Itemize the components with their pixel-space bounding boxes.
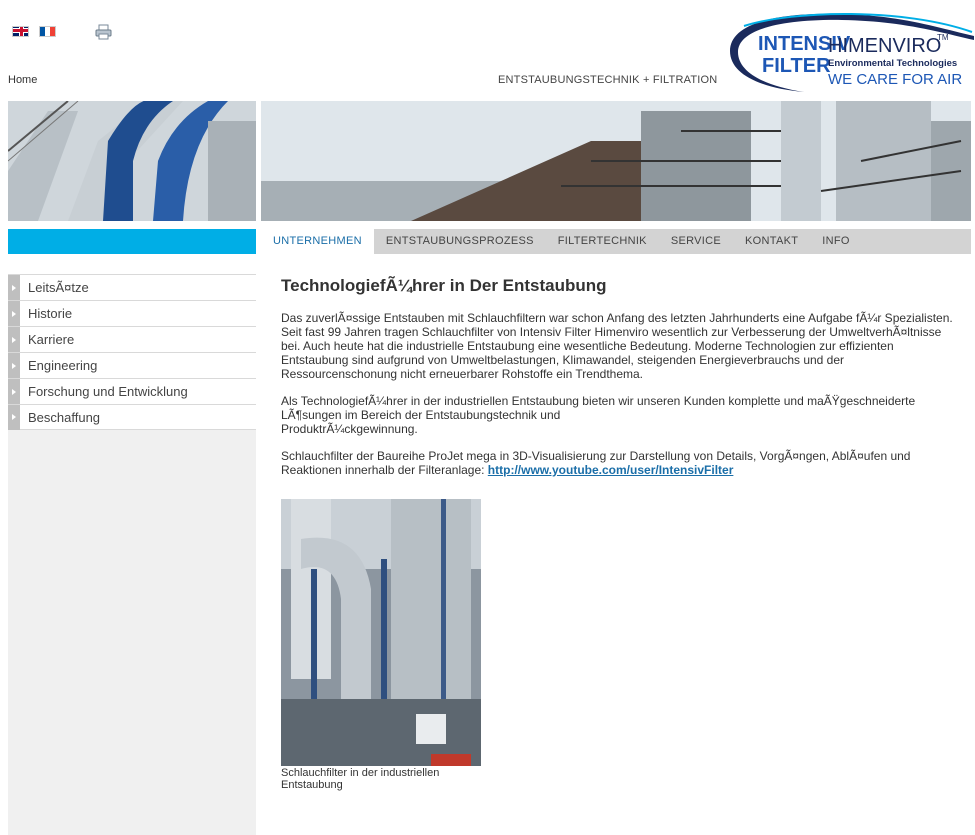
sidebar-item-label: LeitsÃ¤tze	[28, 280, 89, 295]
banner-image-left	[8, 101, 256, 221]
chevron-right-icon	[8, 379, 20, 404]
sidebar-item-label: Forschung und Entwicklung	[28, 384, 188, 399]
tagline: ENTSTAUBUNGSTECHNIK + FILTRATION	[498, 74, 718, 86]
sidebar-item-beschaffung[interactable]	[8, 404, 256, 430]
photo-caption: Schlauchfilter in der industriellen Entstaubung	[281, 767, 440, 791]
flag-fr-icon[interactable]	[39, 26, 56, 37]
himenviro-logo[interactable]	[724, 6, 974, 96]
industrial-plant-image	[261, 101, 971, 221]
chevron-right-icon	[8, 275, 20, 300]
main-content	[281, 276, 961, 490]
sidebar-header-bar	[8, 229, 256, 254]
tab-kontakt[interactable]: KONTAKT	[745, 235, 799, 247]
chevron-right-icon	[8, 405, 20, 430]
sidebar-item-label: Historie	[28, 306, 73, 321]
sidebar-item-historie[interactable]	[8, 300, 256, 326]
svg-text:WE CARE FOR AIR: WE CARE FOR AIR	[828, 71, 963, 88]
sidebar-item-engineering[interactable]	[8, 352, 256, 378]
main-nav	[261, 229, 971, 254]
intro-paragraph: Das zuverlÃ¤ssige Entstauben mit Schlauchfiltern war schon Anfang des letzten Jahrhunderts eine Aufgabe fÃ¼r Spezialisten. Seit fast 99 Jahren tragen Schlauchfilter von Intensiv Filter Himenviro wesentlich zur Verbesserung der UmweltverhÃ¤ltnisse bei. Auch heute hat die industrielle Entstaubung eine wesentliche Bedeutung. Moderne Technologien zur effizienten Entstaubung sind aufgrund von Umweltbelastungen, Klimawandel, steigenden Energieverbrauchs und der Ressourcenschonung nicht erneuerbarer Rohstoffe ein Trendthema.	[281, 311, 953, 381]
banner-image-right	[261, 101, 971, 221]
chevron-right-icon	[8, 327, 20, 352]
sidebar	[8, 274, 256, 835]
printer-icon[interactable]	[95, 24, 112, 40]
solutions-paragraph	[281, 394, 961, 436]
video-paragraph	[281, 449, 961, 477]
svg-text:HIMENVIRO: HIMENVIRO	[828, 35, 942, 57]
video-text: Schlauchfilter der Baureihe ProJet mega in 3D-Visualisierung zur Darstellung von Details, VorgÃ¤ngen, AblÃ¤ufen und Reaktionen innerhalb der Filteranlage:	[281, 449, 911, 477]
tab-info[interactable]: INFO	[822, 235, 850, 247]
baghouse-image	[281, 499, 481, 766]
language-flags	[12, 26, 56, 37]
sidebar-item-label: Karriere	[28, 332, 75, 347]
flag-uk-icon[interactable]	[12, 26, 29, 37]
industrial-ducts-image	[8, 101, 256, 221]
svg-text:Environmental Technologies: Environmental Technologies	[828, 58, 958, 69]
tab-entstaubungsprozess[interactable]: ENTSTAUBUNGSPROZESS	[385, 235, 534, 247]
sidebar-item-label: Beschaffung	[28, 409, 101, 425]
solutions-text-end: ProduktrÃ¼ckgewinnung.	[281, 422, 418, 436]
baghouse-photo	[281, 499, 481, 766]
svg-text:TM: TM	[937, 33, 949, 42]
tab-service[interactable]: SERVICE	[670, 235, 722, 247]
svg-text:INTENSIV: INTENSIV	[758, 33, 851, 55]
youtube-link[interactable]: http://www.youtube.com/user/IntensivFilter	[487, 463, 734, 477]
chevron-right-icon	[8, 301, 20, 326]
svg-text:FILTER: FILTER	[762, 55, 831, 77]
chevron-right-icon	[8, 353, 20, 378]
tab-filtertechnik[interactable]: FILTERTECHNIK	[557, 235, 647, 247]
solutions-text: Als TechnologiefÃ¼hrer in der industriellen Entstaubung bieten wir unseren Kunden komplette und maÃŸgeschneiderte LÃ¶sungen im Bereich der Entstaubungstechnik und	[281, 394, 916, 422]
sidebar-item-karriere[interactable]	[8, 326, 256, 352]
sidebar-item-label: Engineering	[28, 358, 98, 373]
tab-unternehmen[interactable]: UNTERNEHMEN	[261, 229, 374, 254]
page-title: TechnologiefÃ¼hrer in Der Entstaubung	[281, 276, 607, 295]
sidebar-item-forschung[interactable]	[8, 378, 256, 404]
home-link[interactable]: Home	[8, 74, 38, 86]
sidebar-item-leitsaetze[interactable]	[8, 274, 256, 300]
